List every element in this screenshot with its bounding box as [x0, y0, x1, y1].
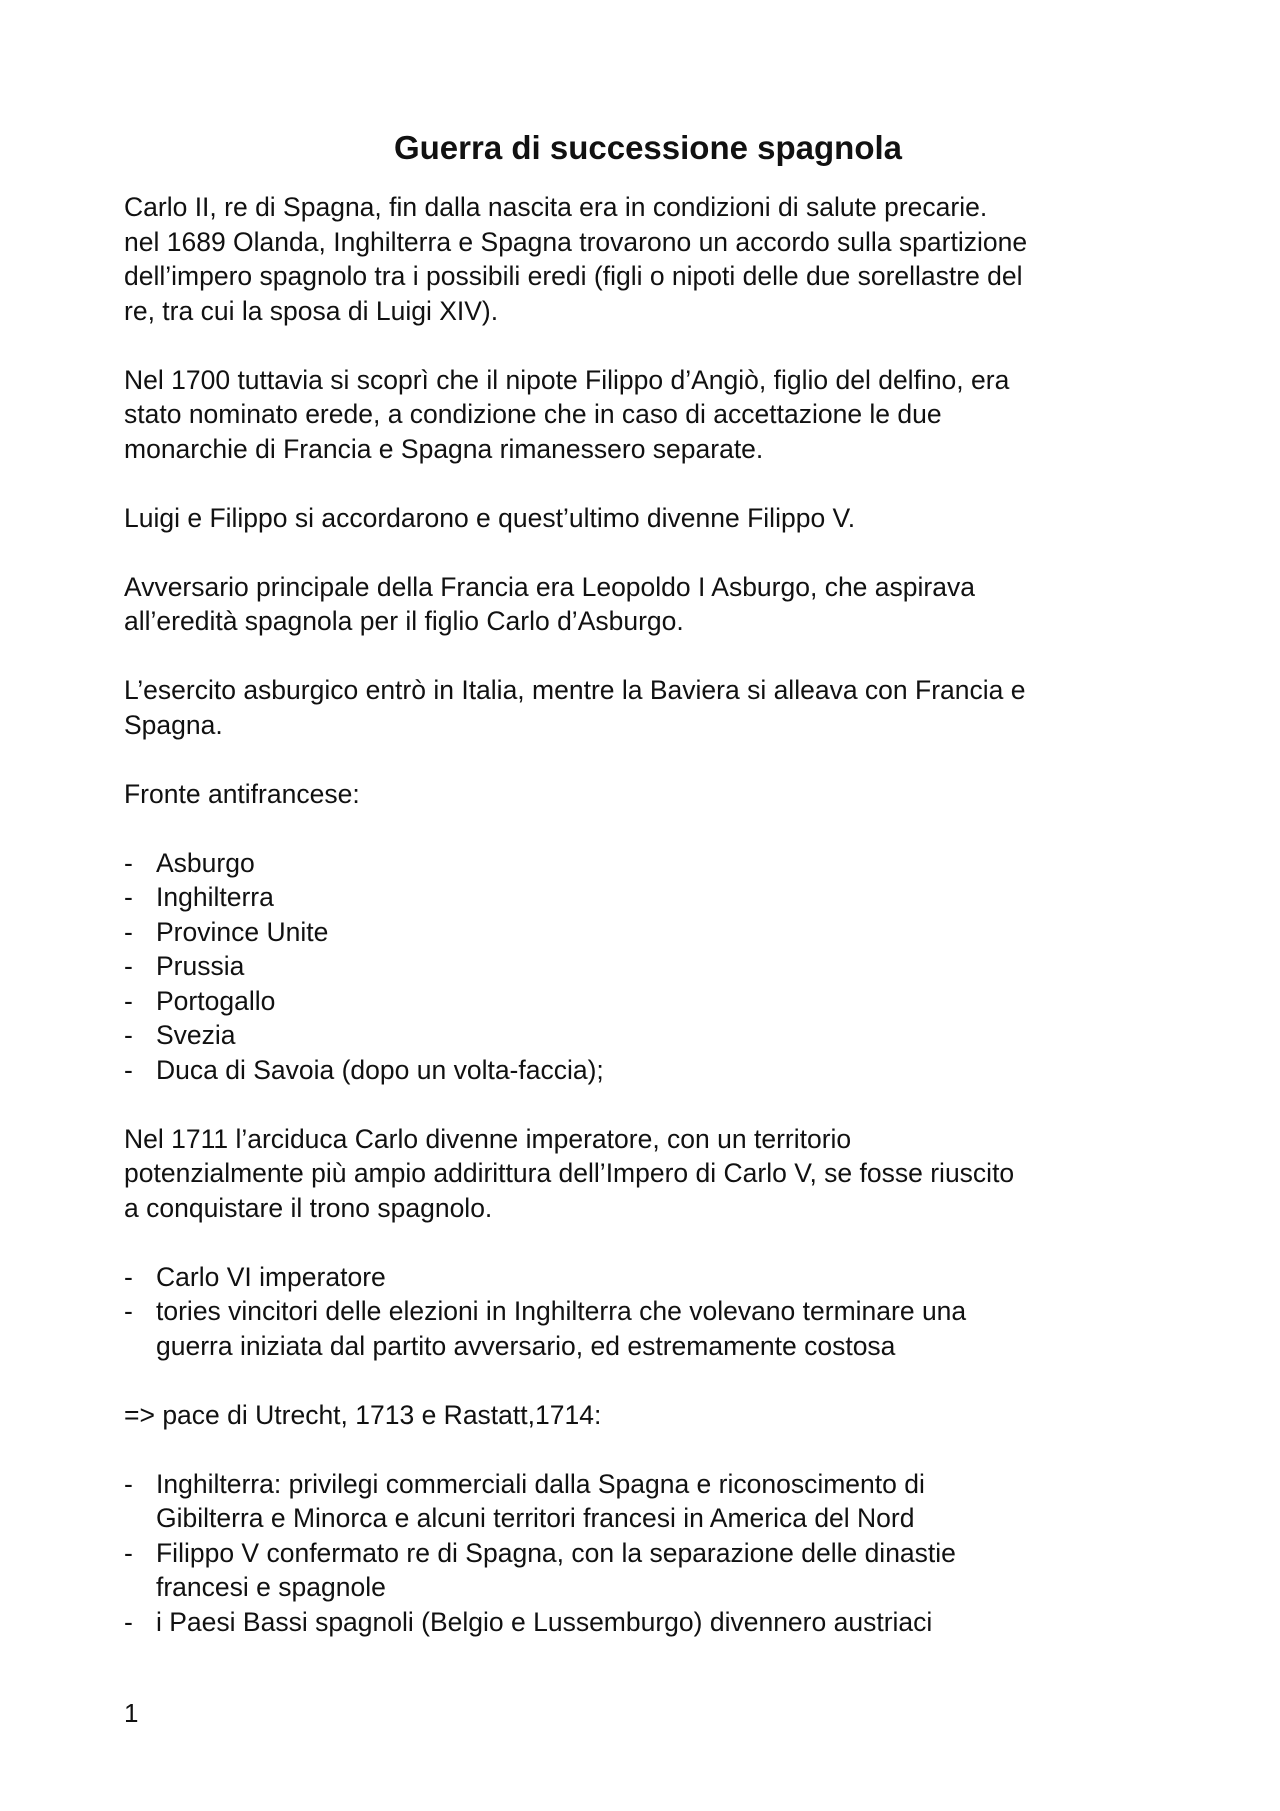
document-title: Guerra di successione spagnola — [393, 129, 903, 166]
text-line: stato nominato erede, a condizione che in caso di accettazione le due — [124, 399, 942, 429]
text-line: Nel 1700 tuttavia si scoprì che il nipote Filippo d’Angiò, figlio del delfino, era — [124, 364, 1010, 395]
paragraph-4 — [124, 570, 1160, 639]
dash-bullet: - — [124, 1468, 133, 1499]
list-item-text: Province Unite — [156, 916, 329, 947]
list-item — [124, 1467, 1160, 1536]
dash-bullet: - — [124, 916, 133, 947]
dash-bullet: - — [124, 1020, 133, 1050]
text-line: potenzialmente più ampio addirittura dell’Impero di Carlo V, se fosse riuscito — [124, 1158, 1015, 1188]
page-number: 1 — [124, 1698, 139, 1728]
list-item-text: Asburgo — [156, 847, 255, 878]
list-item-text: Duca di Savoia (dopo un volta-faccia); — [156, 1054, 604, 1085]
text-line: dell’impero spagnolo tra i possibili eredi (figli o nipoti delle due sorellastre del — [124, 261, 1023, 291]
paragraph-7 — [124, 1122, 1160, 1226]
dash-bullet: - — [124, 847, 133, 878]
list-item — [124, 949, 1160, 984]
paragraph-6 — [124, 777, 1160, 812]
text-line: Spagna. — [124, 709, 223, 740]
list-item-text: guerra iniziata dal partito avversario, ed estremamente costosa — [156, 1330, 896, 1361]
dash-bullet: - — [124, 985, 133, 1016]
list-item — [124, 846, 1160, 881]
list-item — [124, 1605, 1160, 1640]
text-line: => pace di Utrecht, 1713 e Rastatt,1714: — [124, 1399, 602, 1430]
text-line: Carlo II, re di Spagna, fin dalla nascita era in condizioni di salute precarie. — [124, 192, 988, 222]
list-item-text: Portogallo — [156, 985, 276, 1016]
text-line: monarchie di Francia e Spagna rimanessero separate. — [124, 433, 764, 464]
list-item-text: Inghilterra — [156, 882, 274, 912]
list-item — [124, 1018, 1160, 1053]
list-item-text: Carlo VI imperatore — [156, 1261, 386, 1292]
dash-bullet: - — [124, 1296, 133, 1326]
list-item-text: Inghilterra: privilegi commerciali dalla Spagna e riconoscimento di — [156, 1468, 925, 1499]
text-line: a conquistare il trono spagnolo. — [124, 1192, 493, 1223]
list-item-text: Gibilterra e Minorca e alcuni territori francesi in America del Nord — [156, 1503, 915, 1533]
list-item-text: Filippo V confermato re di Spagna, con la separazione delle dinastie — [156, 1537, 956, 1568]
list-item — [124, 880, 1160, 915]
list-item-text: Svezia — [156, 1020, 236, 1050]
text-line: Nel 1711 l’arciduca Carlo divenne imperatore, con un territorio — [124, 1123, 852, 1154]
dash-bullet: - — [124, 951, 133, 981]
list-fronte-antifrancese — [124, 846, 1160, 1088]
list-item — [124, 984, 1160, 1019]
dash-bullet: - — [124, 1054, 133, 1085]
dash-bullet: - — [124, 1537, 133, 1568]
paragraph-2 — [124, 363, 1160, 467]
text-line: L’esercito asburgico entrò in Italia, mentre la Baviera si alleava con Francia e — [124, 675, 1026, 705]
list-item-text: Prussia — [156, 951, 245, 981]
list-item — [124, 1260, 1160, 1295]
text-line: all’eredità spagnola per il figlio Carlo d’Asburgo. — [124, 606, 684, 636]
paragraph-1 — [124, 190, 1160, 328]
dash-bullet: - — [124, 1606, 133, 1637]
text-line: re, tra cui la sposa di Luigi XIV). — [124, 295, 499, 326]
list-item-text: tories vincitori delle elezioni in Inghilterra che volevano terminare una — [156, 1296, 967, 1326]
list-item — [124, 1294, 1160, 1363]
list-item-text: francesi e spagnole — [156, 1572, 386, 1602]
paragraph-5 — [124, 673, 1160, 742]
dash-bullet: - — [124, 1261, 133, 1292]
list-cause-pace — [124, 1260, 1160, 1364]
text-line: Avversario principale della Francia era Leopoldo I Asburgo, che aspirava — [124, 571, 975, 602]
list-pace-utrecht — [124, 1467, 1160, 1640]
paragraph-3 — [124, 501, 1160, 536]
list-item — [124, 1053, 1160, 1088]
list-item-text: i Paesi Bassi spagnoli (Belgio e Lussemburgo) divennero austriaci — [156, 1606, 933, 1637]
list-item — [124, 915, 1160, 950]
text-line: Fronte antifrancese: — [124, 778, 360, 809]
text-line: nel 1689 Olanda, Inghilterra e Spagna trovarono un accordo sulla spartizione — [124, 226, 1028, 257]
paragraph-8 — [124, 1398, 1160, 1433]
list-item — [124, 1536, 1160, 1605]
dash-bullet: - — [124, 882, 133, 912]
text-line: Luigi e Filippo si accordarono e quest’ultimo divenne Filippo V. — [124, 502, 856, 533]
